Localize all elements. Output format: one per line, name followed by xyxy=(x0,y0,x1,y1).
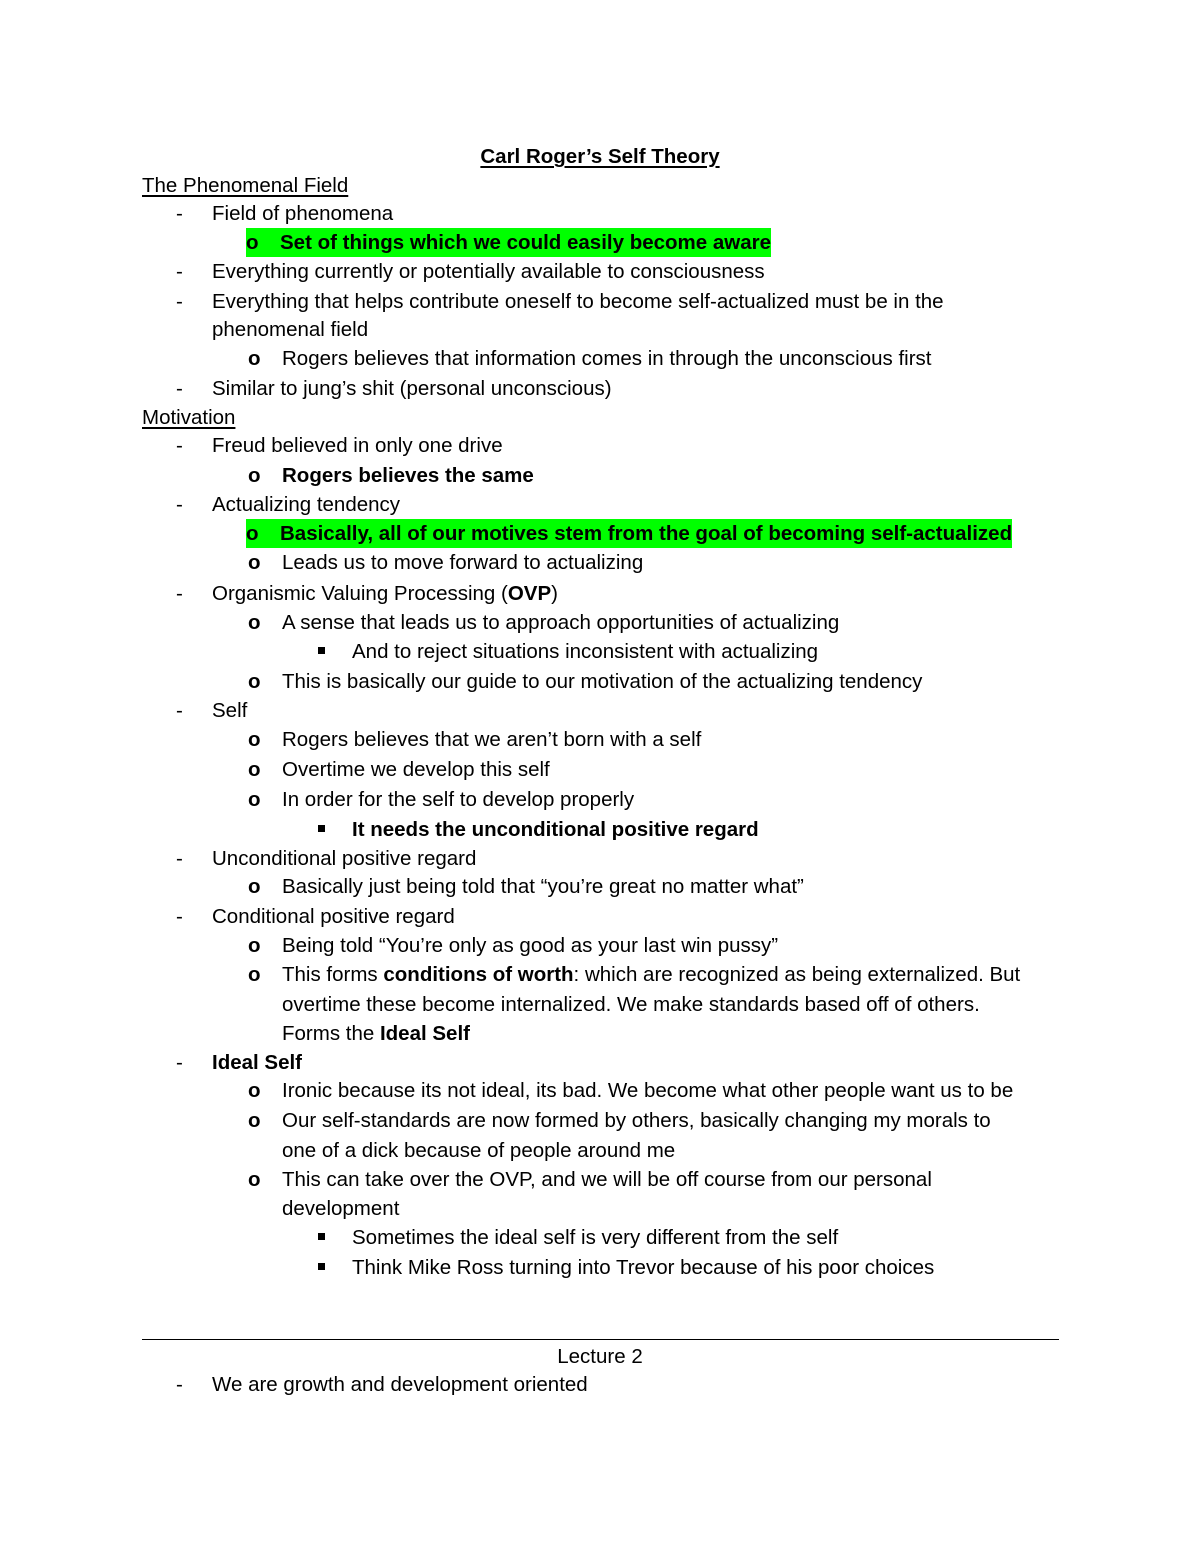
dash-marker: - xyxy=(176,1051,183,1074)
circle-bullet: o xyxy=(248,1079,261,1102)
list-item-bold: Rogers believes the same xyxy=(282,464,534,487)
circle-bullet: o xyxy=(248,551,261,574)
list-item: Freud believed in only one drive xyxy=(212,434,503,457)
list-item-bold: It needs the unconditional positive regard xyxy=(352,818,759,841)
circle-bullet: o xyxy=(248,611,261,634)
list-item: Rogers believes that information comes in through the unconscious first xyxy=(282,347,932,370)
dash-marker: - xyxy=(176,202,183,225)
square-bullet xyxy=(318,815,325,844)
square-bullet xyxy=(318,1223,325,1252)
dash-marker: - xyxy=(176,1373,183,1396)
circle-bullet: o xyxy=(248,1109,261,1132)
list-item-continuation: overtime these become internalized. We make standards based off of others. xyxy=(282,993,980,1016)
list-item-conditions-of-worth: This forms conditions of worth: which are recognized as being externalized. But xyxy=(282,963,1021,986)
list-item: Sometimes the ideal self is very different from the self xyxy=(352,1226,839,1249)
dash-marker: - xyxy=(176,377,183,400)
circle-bullet: o xyxy=(248,464,261,487)
list-item: Leads us to move forward to actualizing xyxy=(282,551,644,574)
list-item: Ironic because its not ideal, its bad. We become what other people want us to be xyxy=(282,1079,1014,1102)
dash-marker: - xyxy=(176,493,183,516)
dash-marker: - xyxy=(176,905,183,928)
section-heading-lecture-2: Lecture 2 xyxy=(557,1345,643,1368)
circle-bullet: o xyxy=(248,934,261,957)
circle-bullet: o xyxy=(246,522,259,545)
list-item: Our self-standards are now formed by others, basically changing my morals to xyxy=(282,1109,991,1132)
list-item: Being told “You’re only as good as your last win pussy” xyxy=(282,934,779,957)
highlighted-list-item: o Set of things which we could easily become aware xyxy=(246,228,771,257)
section-heading-motivation: Motivation xyxy=(142,406,236,429)
list-item: Actualizing tendency xyxy=(212,493,401,516)
list-item: Overtime we develop this self xyxy=(282,758,550,781)
horizontal-rule xyxy=(142,1339,1059,1340)
list-item-continuation: phenomenal field xyxy=(212,318,369,341)
square-bullet xyxy=(318,1253,325,1282)
page-title: Carl Roger’s Self Theory xyxy=(480,145,720,168)
section-heading-phenomenal-field: The Phenomenal Field xyxy=(142,174,349,197)
dash-marker: - xyxy=(176,290,183,313)
list-item-bold: Ideal Self xyxy=(212,1051,303,1074)
list-item-ovp: Organismic Valuing Processing (OVP) xyxy=(212,582,558,605)
list-item: Similar to jung’s shit (personal unconscious) xyxy=(212,377,612,400)
circle-bullet: o xyxy=(248,728,261,751)
square-bullet xyxy=(318,637,325,666)
circle-bullet: o xyxy=(248,1168,261,1191)
list-item-continuation: one of a dick because of people around me xyxy=(282,1139,676,1162)
list-item: A sense that leads us to approach opportunities of actualizing xyxy=(282,611,840,634)
dash-marker: - xyxy=(176,434,183,457)
list-item: In order for the self to develop properly xyxy=(282,788,635,811)
dash-marker: - xyxy=(176,847,183,870)
list-item: Everything currently or potentially available to consciousness xyxy=(212,260,765,283)
list-item: Rogers believes that we aren’t born with a self xyxy=(282,728,702,751)
dash-marker: - xyxy=(176,582,183,605)
list-item: Field of phenomena xyxy=(212,202,394,225)
list-item: Self xyxy=(212,699,248,722)
circle-bullet: o xyxy=(248,758,261,781)
list-item: We are growth and development oriented xyxy=(212,1373,588,1396)
circle-bullet: o xyxy=(246,231,259,254)
list-item: Basically just being told that “you’re great no matter what” xyxy=(282,875,804,898)
list-item: And to reject situations inconsistent with actualizing xyxy=(352,640,819,663)
highlighted-list-item: o Basically, all of our motives stem from the goal of becoming self-actualized xyxy=(246,519,1012,548)
dash-marker: - xyxy=(176,699,183,722)
list-item: This is basically our guide to our motivation of the actualizing tendency xyxy=(282,670,923,693)
list-item-continuation: development xyxy=(282,1197,400,1220)
circle-bullet: o xyxy=(248,788,261,811)
list-item: This can take over the OVP, and we will be off course from our personal xyxy=(282,1168,932,1191)
list-item: Unconditional positive regard xyxy=(212,847,477,870)
list-item-continuation: Forms the Ideal Self xyxy=(282,1022,470,1045)
circle-bullet: o xyxy=(248,670,261,693)
list-item: Think Mike Ross turning into Trevor because of his poor choices xyxy=(352,1256,935,1279)
list-item: Everything that helps contribute oneself to become self-actualized must be in the xyxy=(212,290,944,313)
circle-bullet: o xyxy=(248,963,261,986)
circle-bullet: o xyxy=(248,347,261,370)
list-item: Conditional positive regard xyxy=(212,905,455,928)
dash-marker: - xyxy=(176,260,183,283)
circle-bullet: o xyxy=(248,875,261,898)
